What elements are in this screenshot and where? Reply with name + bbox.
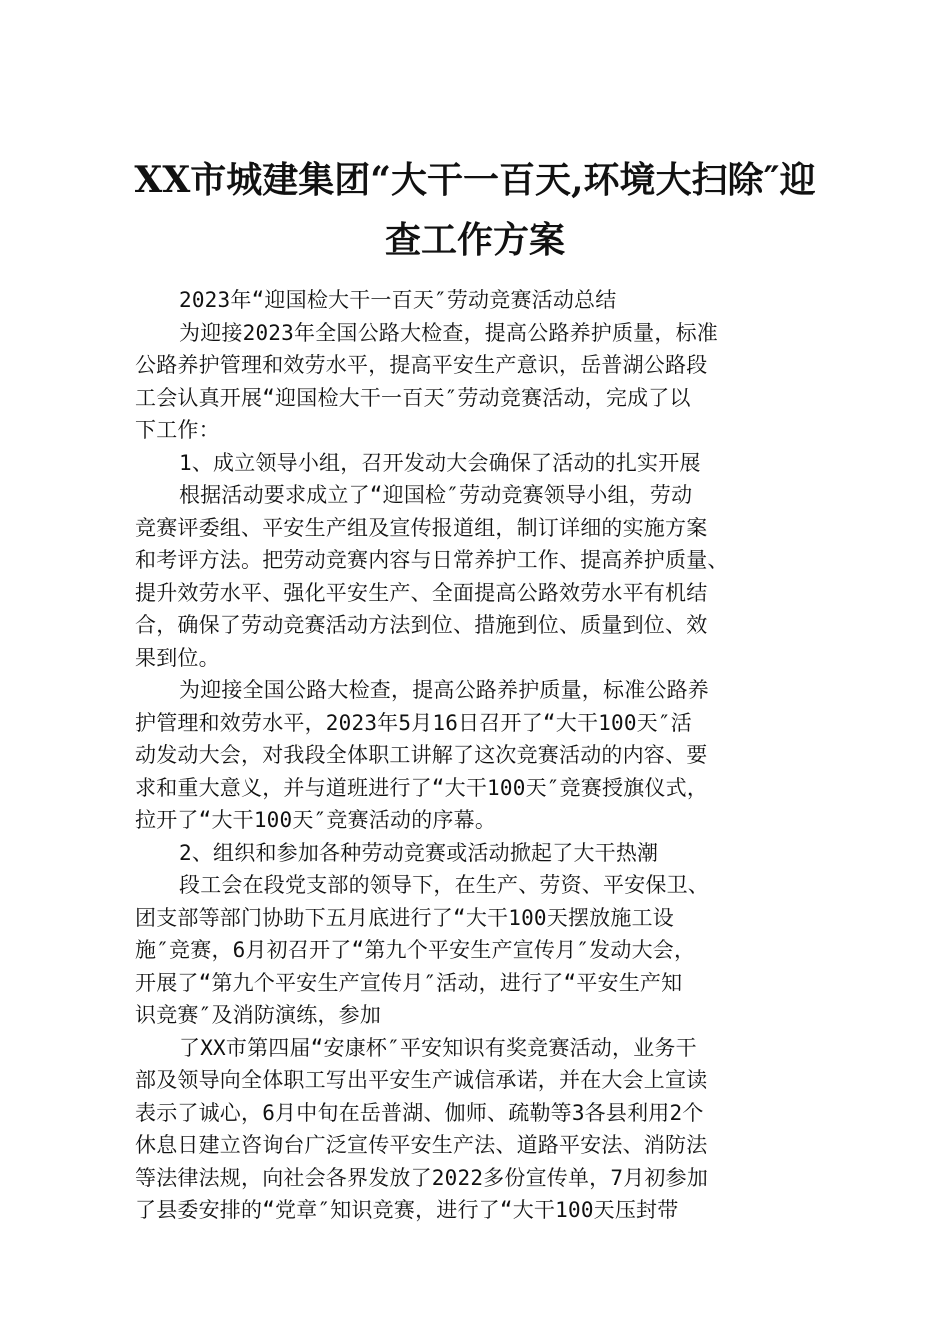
text-line: 为迎接全国公路大检查，提高公路养护质量，标准公路养 bbox=[179, 678, 709, 702]
text-line: 段工会在段党支部的领导下，在生产、劳资、平安保卫、 bbox=[179, 873, 709, 897]
text-line: 为迎接2023年全国公路大检查，提高公路养护质量，标准 bbox=[179, 320, 718, 345]
text-line: 休息日建立咨询台广泛宣传平安生产法、道路平安法、消防法 bbox=[135, 1133, 708, 1157]
text-line: 公路养护管理和效劳水平，提高平安生产意识，岳普湖公路段 bbox=[135, 353, 708, 377]
text-line: 1、成立领导小组，召开发动大会确保了活动的扎实开展 bbox=[179, 450, 701, 475]
text-line: 护管理和效劳水平，2023年5月16日召开了“大干100天″活 bbox=[135, 710, 692, 735]
document-title-line-2: 查工作方案 bbox=[384, 219, 565, 261]
text-line: 求和重大意义，并与道班进行了“大干100天″竞赛授旗仪式， bbox=[135, 775, 709, 800]
document-body bbox=[135, 284, 835, 1227]
text-line: 下工作： bbox=[135, 418, 220, 442]
document-title-line-1: XX市城建集团“大干一百天,环境大扫除″迎 bbox=[134, 159, 816, 201]
text-line: 开展了“第九个平安生产宣传月″活动，进行了“平安生产知 bbox=[135, 970, 683, 995]
text-line: 2、组织和参加各种劳动竞赛或活动掀起了大干热潮 bbox=[179, 840, 659, 865]
text-line: 了XX市第四届“安康杯″平安知识有奖竞赛活动，业务干 bbox=[179, 1035, 697, 1060]
text-line: 果到位。 bbox=[135, 645, 220, 670]
text-line: 等法律法规，向社会各界发放了2022多份宣传单，7月初参加 bbox=[135, 1165, 709, 1190]
text-line: 提升效劳水平、强化平安生产、全面提高公路效劳水平有机结 bbox=[135, 580, 708, 605]
text-line: 根据活动要求成立了“迎国检″劳动竞赛领导小组，劳动 bbox=[179, 483, 693, 507]
text-line: 了县委安排的“党章″知识竞赛，进行了“大干100天压封带 bbox=[135, 1198, 679, 1222]
text-line: 竞赛评委组、平安生产组及宣传报道组，制订详细的实施方案 bbox=[135, 515, 708, 540]
text-line: 表示了诚心，6月中旬在岳普湖、伽师、疏勒等3各县利用2个 bbox=[135, 1100, 704, 1125]
text-line: 合，确保了劳动竞赛活动方法到位、措施到位、质量到位、效 bbox=[135, 613, 708, 637]
text-line: 施″竞赛，6月初召开了“第九个平安生产宣传月″发动大会， bbox=[135, 938, 696, 962]
text-line: 动发动大会，对我段全体职工讲解了这次竞赛活动的内容、要 bbox=[135, 743, 708, 767]
text-line: 部及领导向全体职工写出平安生产诚信承诺，并在大会上宣读 bbox=[135, 1068, 708, 1092]
text-line: 和考评方法。把劳动竞赛内容与日常养护工作、提高养护质量、 bbox=[135, 548, 729, 572]
text-line: 识竞赛″及消防演练，参加 bbox=[135, 1003, 382, 1027]
text-line: 2023年“迎国检大干一百天″劳动竞赛活动总结 bbox=[179, 288, 617, 312]
text-line: 团支部等部门协助下五月底进行了“大干100天摆放施工设 bbox=[135, 905, 674, 930]
text-line: 拉开了“大干100天″竞赛活动的序幕。 bbox=[135, 808, 497, 832]
text-line: 工会认真开展“迎国检大干一百天″劳动竞赛活动，完成了以 bbox=[135, 385, 691, 410]
